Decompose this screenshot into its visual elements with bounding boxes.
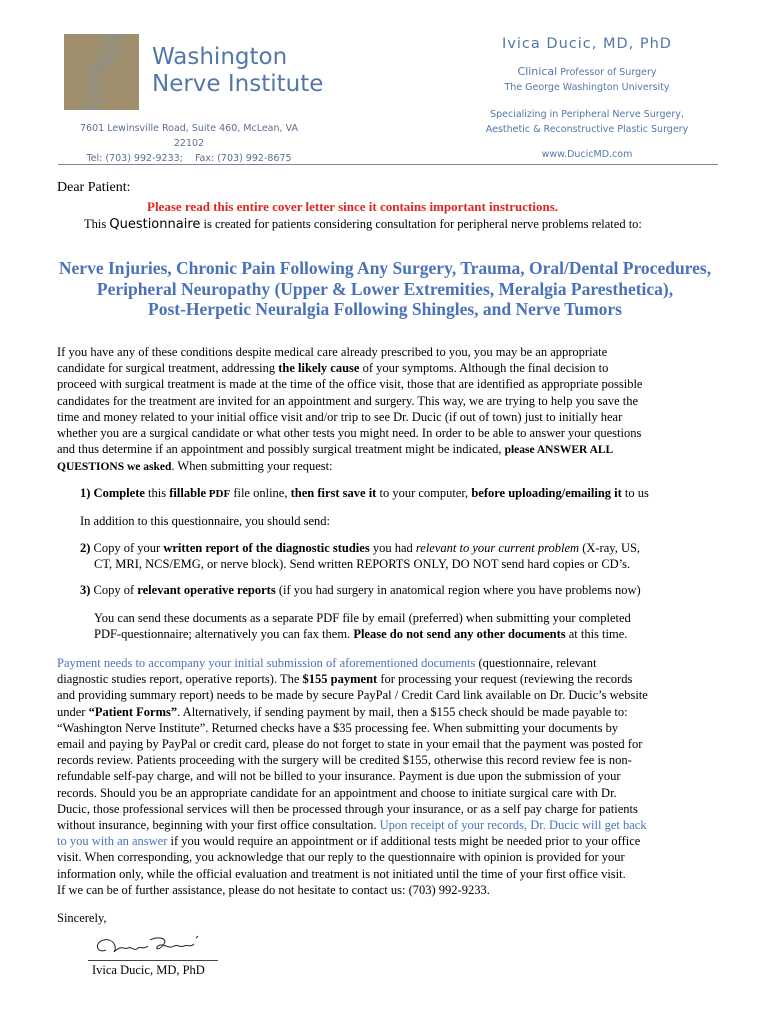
p1-text: and thus determine if an appointment and possibly surgical treatment might be indicated, bbox=[57, 442, 505, 457]
greeting: Dear Patient: bbox=[57, 180, 131, 195]
step-2-line bbox=[80, 540, 740, 556]
step-3-line bbox=[80, 582, 740, 598]
payment-text: under bbox=[57, 704, 89, 719]
intro-paragraph bbox=[57, 344, 717, 476]
conditions-heading bbox=[40, 258, 730, 320]
payment-line: records review. Patients proceeding with the surgery will be credited $155, otherwise this record review fee is non- bbox=[57, 753, 632, 768]
p1-line: proceed with surgical treatment is made at the time of the office visit, those that are identified as appropriate possible bbox=[57, 377, 643, 392]
fax-number: Fax: (703) 992-8675 bbox=[194, 153, 292, 164]
signature-image bbox=[88, 928, 218, 962]
payment-line: Ducic, those professional services will then be processed through your insurance, or as a self pay charge for patients bbox=[57, 801, 638, 816]
step-2-line2: CT, MRI, NCS/EMG, or nerve block). Send written REPORTS ONLY, DO NOT send hard copies or CD’s. bbox=[94, 557, 631, 572]
step-1-label: 1) Complete bbox=[80, 486, 145, 500]
payment-highlight: to you with an answer bbox=[57, 834, 168, 849]
payment-line: If we can be of further assistance, please do not hesitate to contact us: (703) 992-9233. bbox=[57, 882, 490, 897]
website-link[interactable]: www.DucicMD.com bbox=[541, 149, 633, 160]
institute-logo bbox=[64, 34, 139, 110]
p1-line: time and money related to your initial office visit and/or trip to see Dr. Ducic (if out of town) just to initially hear bbox=[57, 409, 623, 424]
p1-bold: please ANSWER ALL bbox=[504, 444, 614, 457]
step-2-text: Copy of your bbox=[90, 541, 164, 555]
separate-line1: You can send these documents as a separate PDF file by email (preferred) when submitting your completed bbox=[94, 611, 631, 625]
payment-text: diagnostic studies report, operative reports). The bbox=[57, 672, 303, 687]
separate-line2 bbox=[94, 626, 754, 642]
payment-bold: $155 payment bbox=[302, 672, 378, 687]
payment-line: email and paying by PayPal or credit card, please do not forget to state in your email that the payment was posted for bbox=[57, 737, 643, 752]
payment-line bbox=[57, 671, 717, 687]
doctor-info bbox=[458, 36, 716, 162]
payment-paragraph bbox=[57, 655, 717, 898]
step-1 bbox=[80, 485, 740, 502]
step-1-bold: before uploading/emailing it bbox=[471, 486, 622, 500]
intro-text-a: This bbox=[84, 217, 110, 231]
doctor-title bbox=[458, 64, 716, 80]
payment-text: . Alternatively, if sending payment by mail, then a $155 check should be made payable to: bbox=[177, 704, 628, 719]
payment-line bbox=[57, 704, 717, 720]
payment-line: records. Should you be an appropriate candidate for an appointment and choose to initiate surgical care with Dr. bbox=[57, 785, 617, 800]
step-2-italic: relevant to your current problem bbox=[415, 541, 580, 555]
separate-text: PDF-questionnaire; alternatively you can fax them. bbox=[94, 627, 354, 642]
step-1-text: to your computer, bbox=[376, 486, 472, 500]
payment-line: and providing summary report) needs to be made by secure PayPal / Credit Card link available on Dr. Ducic’s website bbox=[57, 688, 648, 703]
institute-name bbox=[152, 44, 323, 98]
p1-line: candidates for the treatment are invited for an appointment and surgery. This way, we are trying to help you save the bbox=[57, 393, 639, 408]
additional-docs-intro bbox=[80, 513, 740, 529]
payment-line bbox=[57, 655, 717, 671]
payment-line bbox=[57, 833, 717, 849]
intro-line bbox=[84, 216, 642, 233]
step-2-text: (X-ray, US, bbox=[579, 541, 641, 555]
institute-address bbox=[64, 121, 314, 166]
p1-text: candidate for surgical treatment, addressing bbox=[57, 361, 279, 376]
p1-bold: the likely cause bbox=[278, 361, 360, 376]
intro-text-c: is created for patients considering consultation for peripheral nerve problems related to: bbox=[200, 217, 642, 231]
payment-highlight: Upon receipt of your records, Dr. Ducic will get back bbox=[379, 818, 647, 833]
step-2-text: you had bbox=[369, 541, 416, 555]
step-3-text: (if you had surgery in anatomical region where you have problems now) bbox=[275, 583, 641, 597]
p1-line bbox=[57, 458, 717, 475]
signature-line bbox=[88, 960, 218, 961]
separate-bold: Please do not send any other documents bbox=[353, 627, 566, 642]
step-3-bold: relevant operative reports bbox=[137, 583, 276, 597]
p1-bold: QUESTIONS we asked bbox=[57, 461, 172, 474]
conditions-line2: Peripheral Neuropathy (Upper & Lower Extremities, Meralgia Paresthetica), bbox=[96, 278, 674, 299]
doctor-title-rest: Professor of Surgery bbox=[557, 67, 657, 78]
additional-docs-text: In addition to this questionnaire, you should send: bbox=[80, 514, 330, 528]
doctor-title-word: Clinical bbox=[517, 65, 558, 78]
street-address: 7601 Lewinsville Road, Suite 460, McLean, VA 22102 bbox=[80, 123, 298, 149]
payment-line: information only, while the official evaluation and treatment is not initiated until the time of your first office visit. bbox=[57, 866, 626, 881]
payment-line: refundable self-pay charge, and will not be billed to your insurance. Payment is due upon the submission of your bbox=[57, 769, 621, 784]
header-divider bbox=[58, 164, 718, 165]
closing bbox=[57, 910, 717, 926]
p1-line: If you have any of these conditions despite medical care already prescribed to you, you may be an appropriate bbox=[57, 345, 608, 359]
payment-text: if you would require an appointment or if additional tests might be needed prior to your office bbox=[167, 834, 641, 849]
payment-highlight: Payment needs to accompany your initial submission of aforementioned documents bbox=[57, 656, 476, 670]
step-1-text: this bbox=[144, 486, 170, 500]
nerve-wave-logo-icon bbox=[64, 34, 139, 110]
payment-text: (questionnaire, relevant bbox=[475, 656, 597, 670]
payment-text: without insurance, beginning with your first office consultation. bbox=[57, 818, 380, 833]
p1-line bbox=[57, 441, 717, 458]
signature-name-block bbox=[92, 962, 752, 978]
step-2-label: 2) bbox=[80, 541, 91, 555]
step-1-line bbox=[80, 485, 740, 502]
conditions-line1: Nerve Injuries, Chronic Pain Following Any Surgery, Trauma, Oral/Dental Procedures, bbox=[58, 258, 712, 278]
step-2 bbox=[80, 540, 740, 572]
specialty-line2: Aesthetic & Reconstructive Plastic Surgery bbox=[485, 124, 689, 135]
doctor-name: Ivica Ducic, MD, PhD bbox=[502, 36, 672, 52]
step-2-bold: written report of the diagnostic studies bbox=[163, 541, 370, 555]
signature-name: Ivica Ducic, MD, PhD bbox=[92, 963, 205, 977]
phone-number: Tel: (703) 992-9233; bbox=[86, 153, 183, 164]
conditions-line3: Post-Herpetic Neuralgia Following Shingles, and Nerve Tumors bbox=[148, 299, 622, 319]
payment-text: for processing your request (reviewing the records bbox=[377, 672, 633, 687]
step-1-bold: then first save it bbox=[290, 486, 377, 500]
step-1-bold: fillable bbox=[169, 486, 207, 500]
payment-line bbox=[57, 817, 717, 833]
university-name: The George Washington University bbox=[504, 82, 670, 93]
step-3 bbox=[80, 582, 740, 598]
payment-bold: “Patient Forms” bbox=[88, 704, 178, 719]
p1-text: of your symptoms. Although the final decision to bbox=[359, 361, 609, 376]
step-1-text: to us bbox=[621, 486, 649, 500]
payment-line: “Washington Nerve Institute”. Returned checks have a $35 processing fee. When submitting your documents by bbox=[57, 720, 619, 735]
step-1-text: file online, bbox=[230, 486, 291, 500]
step-1-bold: PDF bbox=[206, 488, 231, 500]
step-3-text: Copy of bbox=[90, 583, 138, 597]
specialty-line1: Specializing in Peripheral Nerve Surgery, bbox=[490, 109, 684, 120]
p1-line bbox=[57, 360, 717, 376]
separate-docs-note bbox=[94, 610, 754, 642]
institute-name-line2: Nerve Institute bbox=[152, 71, 324, 97]
closing-text: Sincerely, bbox=[57, 911, 107, 925]
intro-questionnaire: Questionnaire bbox=[109, 217, 201, 232]
p1-line: whether you are a surgical candidate or what other tests you might need. In order to be able to answer your questions bbox=[57, 426, 642, 441]
payment-line: visit. When corresponding, you acknowledge that our reply to the questionnaire with opinion is provided for your bbox=[57, 850, 625, 865]
p1-text: . When submitting your request: bbox=[171, 459, 333, 474]
step-3-label: 3) bbox=[80, 583, 91, 597]
separate-text: at this time. bbox=[565, 627, 628, 642]
institute-name-line1: Washington bbox=[152, 44, 288, 70]
important-warning: Please read this entire cover letter since it contains important instructions. bbox=[147, 199, 559, 214]
